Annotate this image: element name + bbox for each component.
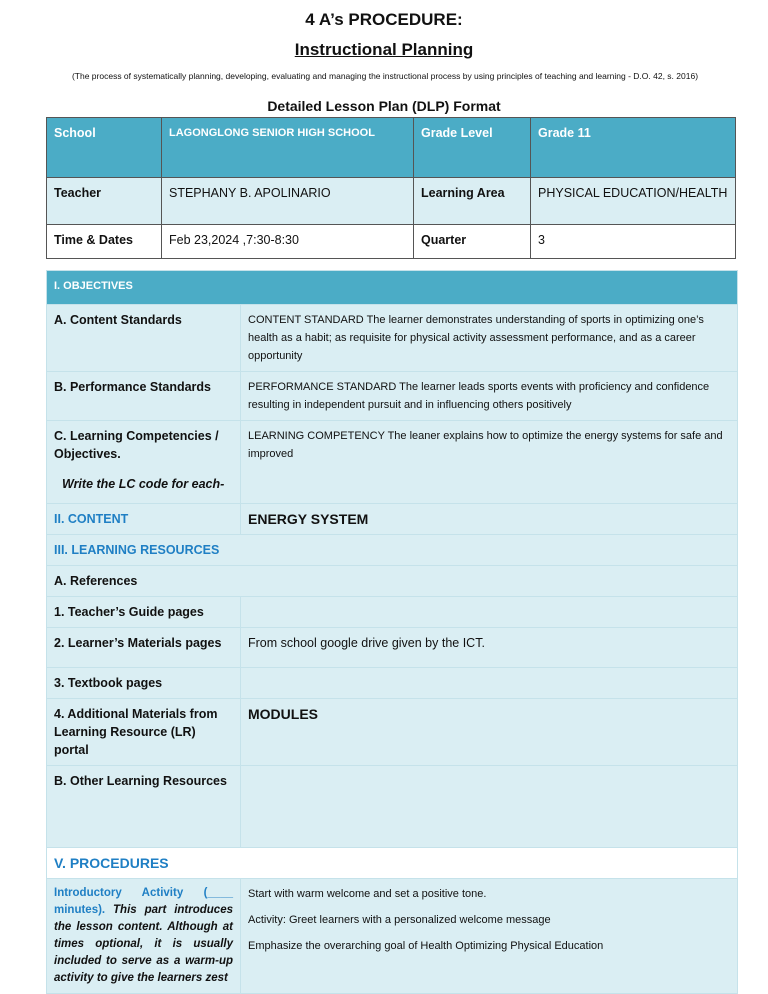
teacher-value: STEPHANY B. APOLINARIO — [162, 178, 414, 225]
other-resources-label: B. Other Learning Resources — [47, 766, 241, 848]
lc-code-note: Write the LC code for each- — [62, 477, 225, 491]
area-value: PHYSICAL EDUCATION/HEALTH — [531, 178, 736, 225]
grade-value: Grade 11 — [531, 118, 736, 178]
title-line-2: Instructional Planning — [294, 40, 474, 59]
objectives-heading: I. OBJECTIVES — [47, 271, 738, 305]
content-standards-label: A. Content Standards — [47, 305, 241, 372]
area-label: Learning Area — [414, 178, 531, 225]
resources-heading: III. LEARNING RESOURCES — [47, 535, 738, 566]
content-value: ENERGY SYSTEM — [241, 504, 738, 535]
textbook-value — [241, 668, 738, 699]
school-value: LAGONGLONG SENIOR HIGH SCHOOL — [162, 118, 414, 178]
procedure-line: Emphasize the overarching goal of Health Optimizing Physical Education — [248, 940, 604, 952]
time-label: Time & Dates — [47, 225, 162, 259]
intro-activity-desc: This part introduces the lesson content. Although at times optional, it is usually included to serve as a warm-up activity to give the learners zest — [54, 904, 233, 984]
teachers-guide-value — [241, 597, 738, 628]
subtitle: (The process of systematically planning, developing, evaluating and managing the instructional process by using principles of teaching and learning - D.O. 42, s. 2016) — [71, 71, 699, 81]
format-title: Detailed Lesson Plan (DLP) Format — [267, 98, 501, 114]
time-value: Feb 23,2024 ,7:30-8:30 — [162, 225, 414, 259]
learners-materials-label: 2. Learner’s Materials pages — [47, 628, 241, 668]
teacher-label: Teacher — [47, 178, 162, 225]
competencies-value: LEARNING COMPETENCY The leaner explains how to optimize the energy systems for safe and improved — [241, 421, 738, 504]
title-line-1: 4 A’s PROCEDURE: — [305, 10, 463, 29]
objectives-table — [46, 270, 738, 994]
content-label: II. CONTENT — [47, 504, 241, 535]
content-standards-value: CONTENT STANDARD The learner demonstrates understanding of sports in optimizing one’s health as a habit; as requisite for physical activity assessment performance, and as a career opportunity — [241, 305, 738, 372]
performance-standards-label: B. Performance Standards — [47, 372, 241, 421]
additional-materials-label: 4. Additional Materials from Learning Resource (LR) portal — [47, 699, 241, 766]
header-table — [46, 117, 736, 259]
additional-materials-value: MODULES — [241, 699, 738, 766]
learners-materials-value: From school google drive given by the ICT. — [241, 628, 738, 668]
performance-standards-value: PERFORMANCE STANDARD The learner leads sports events with proficiency and confidence resulting in independent pursuit and in influencing others positively — [241, 372, 738, 421]
intro-activity-label: Introductory Activity (____ minutes). — [54, 887, 233, 916]
procedure-line: Start with warm welcome and set a positive tone. — [248, 888, 487, 900]
procedure-line: Activity: Greet learners with a personalized welcome message — [248, 914, 551, 926]
other-resources-value — [241, 766, 738, 848]
teachers-guide-label: 1. Teacher’s Guide pages — [47, 597, 241, 628]
references-label: A. References — [47, 566, 738, 597]
competencies-label: C. Learning Competencies / Objectives. — [54, 429, 219, 461]
textbook-label: 3. Textbook pages — [47, 668, 241, 699]
school-label: School — [47, 118, 162, 178]
quarter-value: 3 — [531, 225, 736, 259]
grade-label: Grade Level — [414, 118, 531, 178]
quarter-label: Quarter — [414, 225, 531, 259]
procedures-heading: V. PROCEDURES — [47, 848, 738, 879]
